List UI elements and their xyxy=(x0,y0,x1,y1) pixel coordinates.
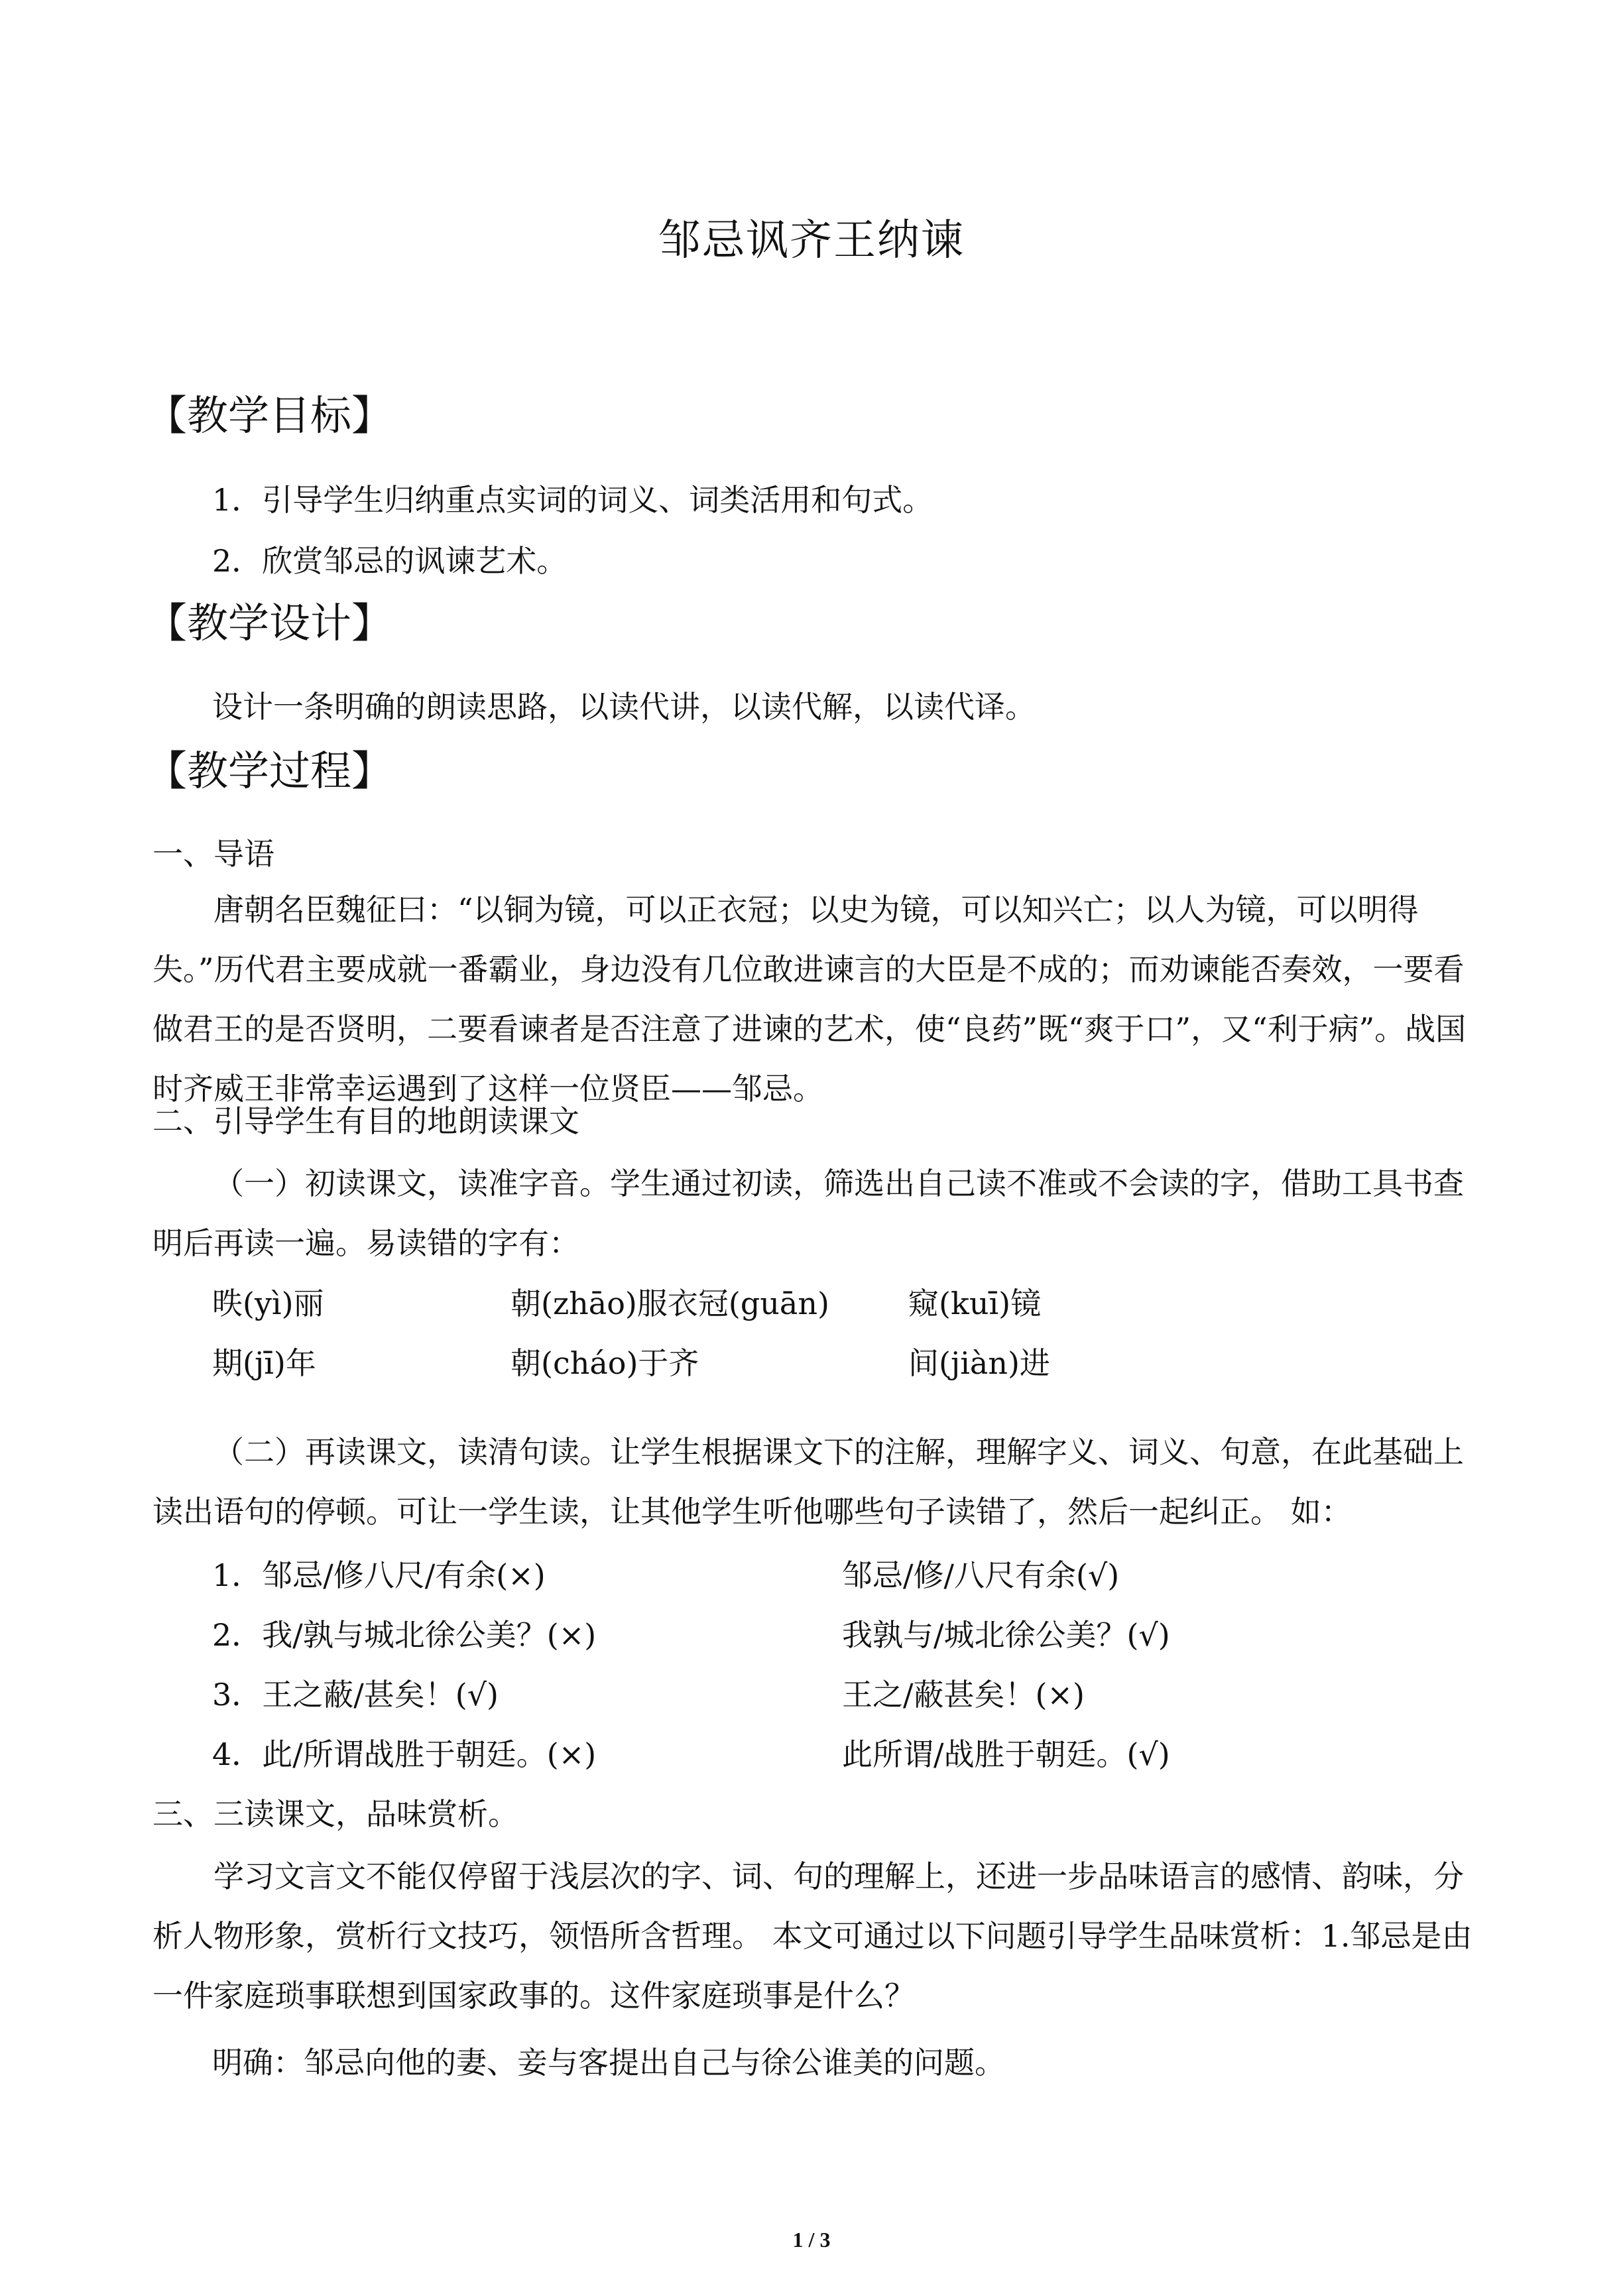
heading-objectives: 【教学目标】 xyxy=(146,391,393,440)
pause-right: 邹忌/修/八尺有余(√) xyxy=(842,1557,1120,1593)
pron-item: 昳(yì)丽 xyxy=(212,1286,324,1321)
pron-item: 间(jiàn)进 xyxy=(908,1345,1050,1381)
section-title-appreciation: 三、三读课文，品味赏析。 xyxy=(152,1796,518,1832)
pause-wrong: 2．我/孰与城北徐公美？(×) xyxy=(212,1617,597,1653)
pron-item: 窥(kuī)镜 xyxy=(908,1286,1042,1321)
pron-item: 朝(cháo)于齐 xyxy=(511,1345,699,1381)
pron-item: 朝(zhāo)服衣冠(guān) xyxy=(511,1286,829,1321)
appreciation-paragraph: 学习文言文不能仅停留于浅层次的字、词、句的理解上，还进一步品味语言的感情、韵味，分析人物形象，赏析行文技巧，领悟所含哲理。 本文可通过以下问题引导学生品味赏析：1.邹忌是由一件家庭琐事联想到国家政事的。这件家庭琐事是什么？ xyxy=(152,1858,1473,2014)
section-title-reading: 二、引导学生有目的地朗读课文 xyxy=(152,1103,579,1139)
reading-step-1: （一）初读课文，读准字音。学生通过初读，筛选出自己读不准或不会读的字，借助工具书查明后再读一遍。易读错的字有： xyxy=(152,1166,1464,1261)
heading-design: 【教学设计】 xyxy=(146,599,393,647)
pause-wrong: 3．王之蔽/甚矣！(√) xyxy=(212,1677,499,1713)
pause-right: 我孰与/城北徐公美？(√) xyxy=(842,1617,1170,1653)
page-title: 邹忌讽齐王纳谏 xyxy=(658,216,965,265)
pause-right: 王之/蔽甚矣！(×) xyxy=(842,1677,1085,1713)
objective-item: 1．引导学生归纳重点实词的词义、词类活用和句式。 xyxy=(212,482,933,518)
reading-step-2: （二）再读课文，读清句读。让学生根据课文下的注解，理解字义、词义、句意，在此基础上读出语句的停顿。可让一学生读，让其他学生听他哪些句子读错了，然后一起纠正。 如： xyxy=(152,1434,1464,1530)
section-title-intro: 一、导语 xyxy=(152,836,274,872)
design-text: 设计一条明确的朗读思路，以读代讲，以读代解，以读代译。 xyxy=(212,689,1036,725)
heading-process: 【教学过程】 xyxy=(146,747,393,795)
objective-item: 2．欣赏邹忌的讽谏艺术。 xyxy=(212,543,568,579)
intro-paragraph: 唐朝名臣魏征曰：“以铜为镜，可以正衣冠；以史为镜，可以知兴亡；以人为镜，可以明得失。”历代君主要成就一番霸业，身边没有几位敢进谏言的大臣是不成的；而劝谏能否奏效，一要看做君王的是否贤明，二要看谏者是否注意了进谏的艺术，使“良药”既“爽于口”，又“利于病”。战国时齐威王非常幸运遇到了这样一位贤臣——邹忌。 xyxy=(152,892,1467,1107)
pron-item: 期(jī)年 xyxy=(212,1345,316,1381)
pause-right: 此所谓/战胜于朝廷。(√) xyxy=(842,1736,1170,1772)
pause-wrong: 1．邹忌/修八尺/有余(×) xyxy=(212,1557,546,1593)
answer-text: 明确：邹忌向他的妻、妾与客提出自己与徐公谁美的问题。 xyxy=(212,2045,1005,2081)
pause-wrong: 4．此/所谓战胜于朝廷。(×) xyxy=(212,1736,597,1772)
page-number: 1 / 3 xyxy=(792,2228,831,2252)
